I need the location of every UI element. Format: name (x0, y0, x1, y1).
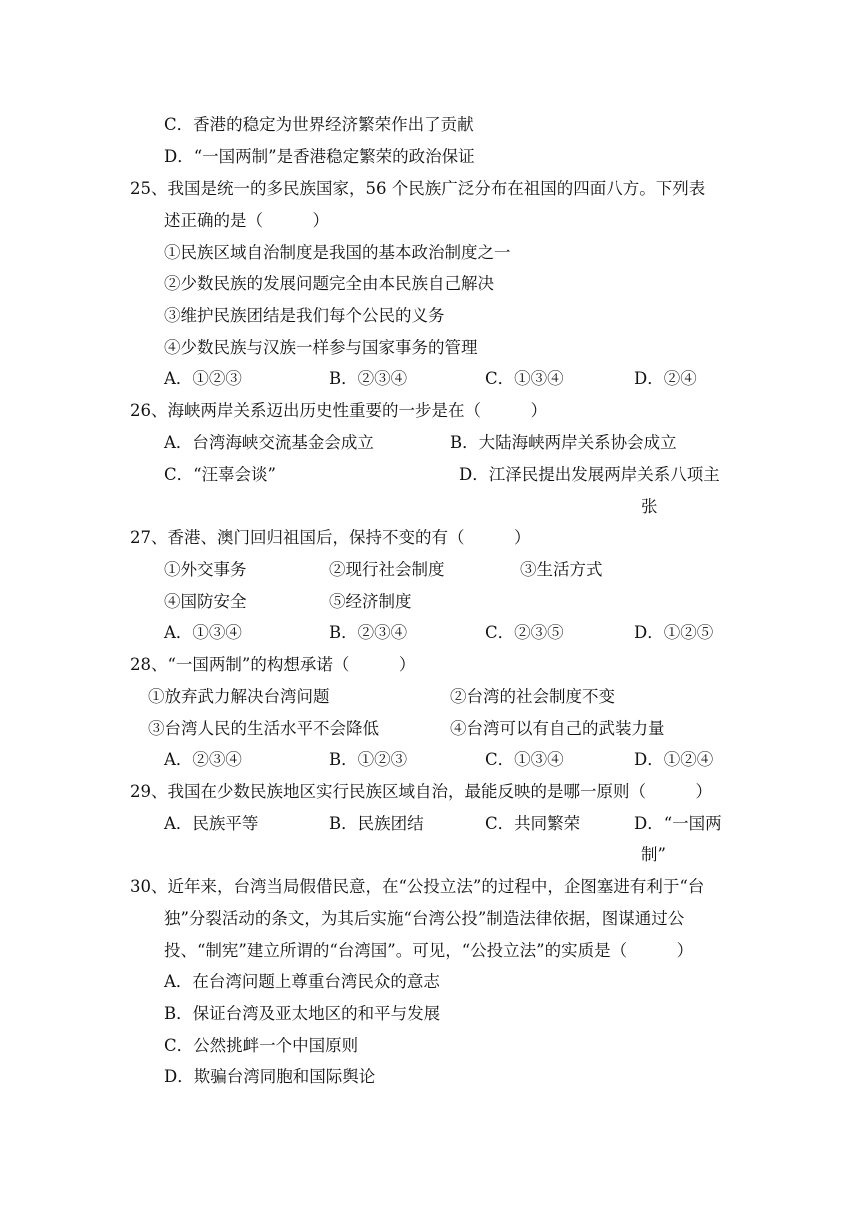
q29-option-d-line1: D．“一国两 (634, 814, 722, 833)
q27-statement-4: ④国防安全 (164, 592, 247, 611)
q27-stem: 27、香港、澳门回归祖国后，保持不变的有（ ） (130, 528, 531, 547)
q29-option-d-line2: 制” (641, 845, 666, 864)
q28-stem: 28、“一国两制”的构想承诺（ ） (130, 655, 416, 674)
q25-option-a: A．①②③ (164, 369, 242, 388)
q28-statement-2: ②台湾的社会制度不变 (450, 687, 615, 706)
q25-stem-line2: 述正确的是（ ） (164, 211, 329, 230)
q27-statement-2: ②现行社会制度 (329, 560, 445, 579)
q26-stem: 26、海峡两岸关系迈出历史性重要的一步是在（ ） (130, 401, 547, 420)
q26-option-c: C．“汪辜会谈” (164, 465, 276, 484)
q30-option-c: C．公然挑衅一个中国原则 (164, 1036, 359, 1055)
q29-option-c: C．共同繁荣 (485, 814, 581, 833)
q28-statement-4: ④台湾可以有自己的武装力量 (450, 719, 665, 738)
q28-option-d: D．①②④ (634, 750, 714, 769)
q27-option-c: C．②③⑤ (485, 623, 564, 642)
q25-option-c: C．①③④ (485, 369, 564, 388)
q27-option-a: A．①③④ (164, 623, 242, 642)
q30-stem-line1: 30、近年来，台湾当局假借民意，在“公投立法”的过程中，企图塞进有利于“台 (130, 877, 705, 896)
q28-statement-3: ③台湾人民的生活水平不会降低 (148, 719, 379, 738)
q25-stem-line1: 25、我国是统一的多民族国家，56 个民族广泛分布在祖国的四面八方。下列表 (130, 179, 706, 198)
q30-option-d: D．欺骗台湾同胞和国际舆论 (164, 1067, 376, 1086)
q27-option-b: B．②③④ (329, 623, 408, 642)
q28-statement-1: ①放弃武力解决台湾问题 (148, 687, 330, 706)
q28-option-a: A．②③④ (164, 750, 242, 769)
q26-option-d-line1: D．江泽民提出发展两岸关系八项主 (459, 465, 720, 484)
q27-statement-1: ①外交事务 (164, 560, 247, 579)
q29-stem: 29、我国在少数民族地区实行民族区域自治，最能反映的是哪一原则（ ） (130, 782, 712, 801)
q24-option-d: D．“一国两制”是香港稳定繁荣的政治保证 (164, 147, 475, 166)
q25-option-d: D．②④ (634, 369, 697, 388)
q26-option-d-line2: 张 (641, 497, 658, 516)
q30-option-b: B．保证台湾及亚太地区的和平与发展 (164, 1004, 441, 1023)
q29-option-a: A．民族平等 (164, 814, 259, 833)
q26-option-a: A．台湾海峡交流基金会成立 (164, 433, 374, 452)
q25-statement-3: ③维护民族团结是我们每个公民的义务 (164, 306, 445, 325)
q28-option-b: B．①②③ (329, 750, 408, 769)
q27-statement-5: ⑤经济制度 (329, 592, 412, 611)
q27-option-d: D．①②⑤ (634, 623, 714, 642)
q30-stem-line3: 投、“制宪”建立所谓的“台湾国”。可见，“公投立法”的实质是（ ） (164, 941, 694, 960)
q25-statement-2: ②少数民族的发展问题完全由本民族自己解决 (164, 274, 494, 293)
q25-statement-1: ①民族区域自治制度是我国的基本政治制度之一 (164, 243, 511, 262)
q25-option-b: B．②③④ (329, 369, 408, 388)
q28-option-c: C．①③④ (485, 750, 564, 769)
q26-option-b: B．大陆海峡两岸关系协会成立 (450, 433, 677, 452)
q24-option-c: C．香港的稳定为世界经济繁荣作出了贡献 (164, 115, 474, 134)
q29-option-b: B．民族团结 (329, 814, 424, 833)
q30-option-a: A．在台湾问题上尊重台湾民众的意志 (164, 972, 440, 991)
q27-statement-3: ③生活方式 (520, 560, 603, 579)
q30-stem-line2: 独”分裂活动的条文，为其后实施“台湾公投”制造法律依据，图谋通过公 (164, 909, 685, 928)
q25-statement-4: ④少数民族与汉族一样参与国家事务的管理 (164, 338, 478, 357)
